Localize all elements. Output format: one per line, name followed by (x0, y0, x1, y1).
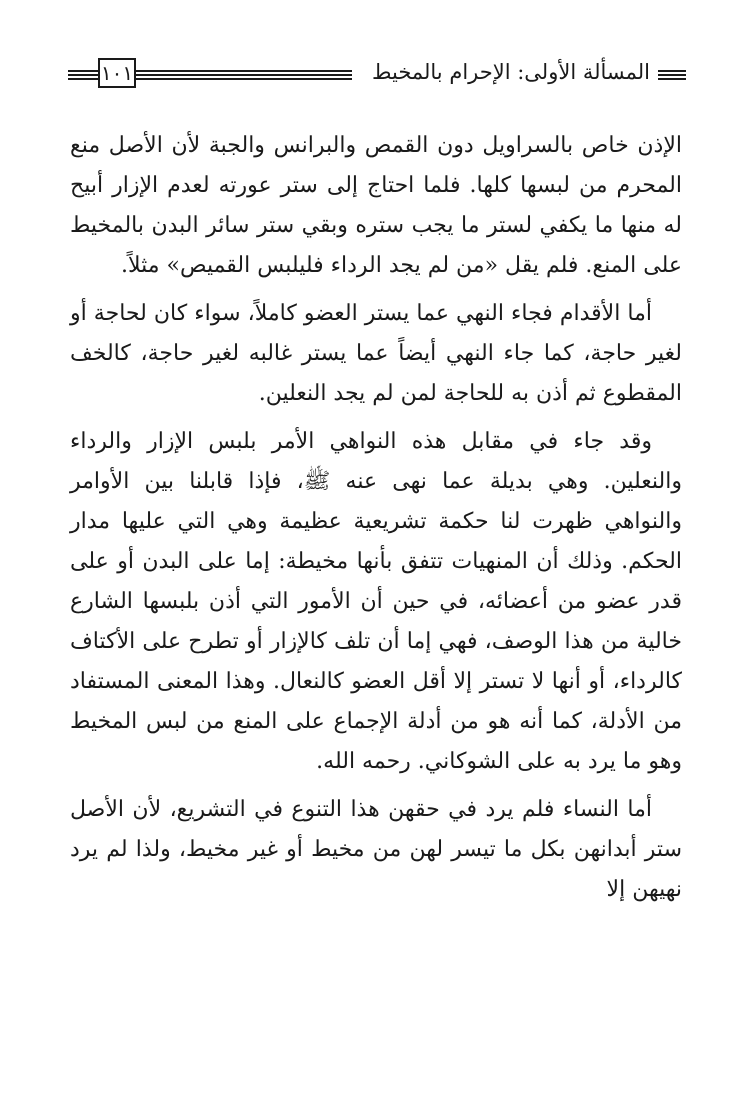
paragraph-4: أما النساء فلم يرد في حقهن هذا التنوع في التشريع، لأن الأصل ستر أبدانهن بكل ما تيسر لهن من مخيط أو غير مخيط، ولذا لم يرد نهيهن إلا (70, 797, 682, 902)
header-title: المسألة الأولى: الإحرام بالمخيط (372, 60, 650, 84)
page-number: ١٠١ (98, 58, 136, 88)
paragraph-1: الإذن خاص بالسراويل دون القمص والبرانس والجبة لأن الأصل منع المحرم من لبسها كلها. فلما احتاج إلى ستر عورته لعدم الإزار أبيح له منها ما يكفي لستر ما يجب ستره وبقي ستر سائر البدن بالمخيط على المنع. فلم يقل «من لم يجد الرداء فليلبس القميص» مثلاً. (70, 133, 682, 278)
paragraph-2: أما الأقدام فجاء النهي عما يستر العضو كاملاً، سواء كان لحاجة أو لغير حاجة، كما جاء النهي أيضاً عما يستر غالبه لغير حاجة، كالخف المقطوع ثم أذن به للحاجة لمن لم يجد النعلين. (70, 301, 682, 406)
body-text (70, 126, 682, 910)
paragraph-3: وقد جاء في مقابل هذه النواهي الأمر بلبس الإزار والرداء والنعلين. وهي بديلة عما نهى عنه ﷺ، فإذا قابلنا بين الأوامر والنواهي ظهرت لنا حكمة تشريعية عظيمة وهي التي عليها مدار الحكم. وذلك أن المنهيات تتفق بأنها مخيطة: إما على البدن أو على قدر عضو من أعضائه، في حين أن الأمور التي أذن بلبسها الشارع خالية من هذا الوصف، فهي إما أن تلف كالإزار أو تطرح على الأكتاف كالرداء، أو أنها لا تستر إلا أقل العضو كالنعال. وهذا المعنى المستفاد من الأدلة، كما أنه هو من أدلة الإجماع على المنع من لبس المخيط وهو ما يرد به على الشوكاني. رحمه الله. (70, 429, 682, 774)
header-ornament-right (658, 70, 686, 80)
header-rule (130, 70, 352, 80)
header-ornament-left (68, 70, 98, 80)
running-header (68, 58, 686, 94)
